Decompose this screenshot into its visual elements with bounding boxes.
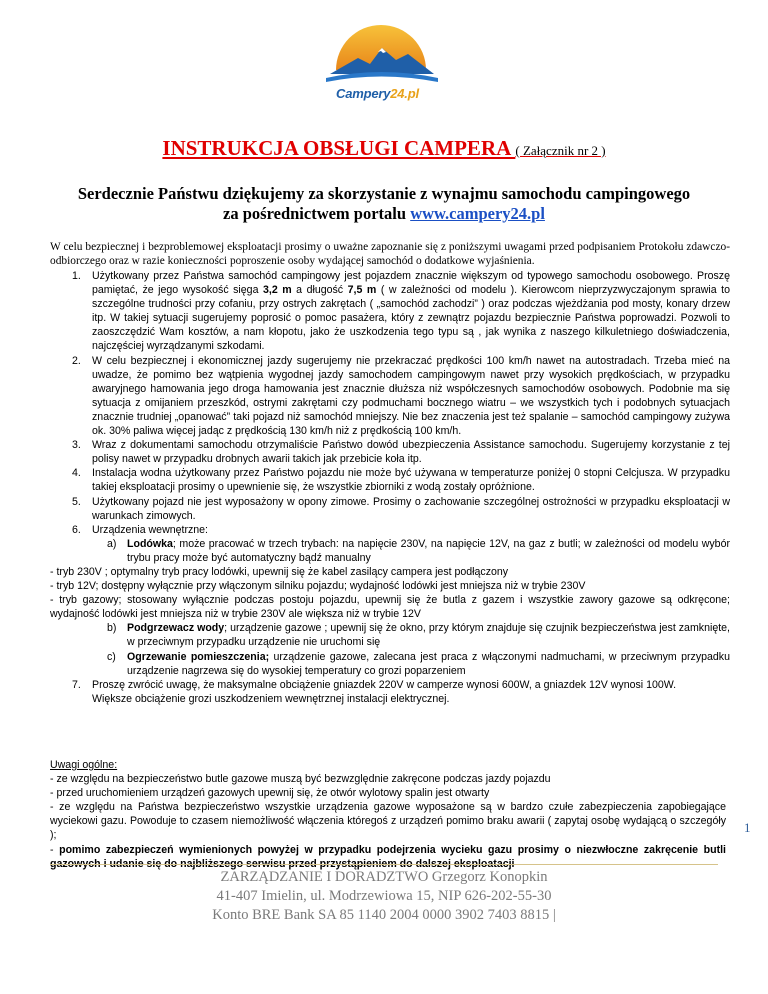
list-item [50,678,730,706]
sub-item-text: ; może pracować w trzech trybach: na napięcie 230V, na napięcie 12V, na gaz z butli; w zależności od modelu wybór trybu pracy może być automatyczny bądź manualny [127,537,730,564]
footer-bank-account: Konto BRE Bank SA 85 1140 2004 0000 3902 7403 8815 | [212,907,556,923]
item-text: Instalacja wodna użytkowany przez Państwo pojazdu nie może być używana w temperaturze poniżej 0 stopni Celcjusza. W przypadku takiej eksploatacji prosimy o upewnienie się, że wszystkie zbiorniki z wodą zostały opróżnione. [92,467,730,494]
sub-item-fridge [50,537,730,565]
item-number: 1. [72,270,81,282]
sub-letter: c) [107,650,116,663]
length-value: 7,5 m [347,284,377,297]
thanks-line-1: Serdecznie Państwu dziękujemy za skorzystanie z wynajmu samochodu campingowego [77,184,691,203]
list-item [50,495,730,523]
list-item [50,523,730,537]
item-number: 3. [72,439,81,452]
item-text: W celu bezpiecznej i ekonomicznej jazdy sugerujemy nie przekraczać prędkości 100 km/h nawet na autostradach. Trzeba mieć na uwadze, że pomimo bez wątpienia wygodnej jazdy samochodem campingowym nawet przy wysokich prędkościach, w przypadku awaryjnego hamowania jego droga hamowania jest znacznie dłuższa niż współczesnych samochodów osobowych. Podobnie ma się sytuacja z omijaniem przeszkód, ostrymi zakrętami czy podmuchami bocznego wiatru – we wszystkich tych i podobnych sytuacjach znacznie trudniej „opanować” taki pojazd niż samochód mniejszy. Nie bez znaczenia jest też spalanie – samochód campingowy zużywa ok. 30% paliwa więcej jadąc z prędkością 130 km/h niż z prędkością 100 km/h. [92,354,730,438]
thanks-line-2-text: za pośrednictwem portalu [223,204,411,223]
fridge-mode-gas: - tryb gazowy; stosowany wyłącznie podczas postoju pojazdu, upewnij się że butla z gazem i wszystkie zawory gazowe są odkręcone; wydajność lodówki jest mniejsza niż w trybie 230V ale większa niż w trybie 12V [50,594,730,621]
general-notes [50,758,726,871]
logo-brand-accent: 24.pl [390,86,419,101]
title-main: INSTRUKCJA OBSŁUGI CAMPERA [162,136,516,160]
item-text: ( w zależności od modelu ). Kierowcom nieprzyzwyczajonym sprawia to szczególne trudności przy cofaniu, przy ostrych zakrętach ( „samochód zachodzi” ) oraz podczas wjeżdżania pod mosty, konary drzew itp. W takiej sytuacji sugerujemy poprosić o pomoc pasażera, który z zewnątrz pojazdu bezpiecznie Państwa poprowadzi. Pozwoli to zaoszczędzić Wam kosztów, a nam kłopotu, jako że uszkodzenia tego typu są , jak wynika z naszego kilkuletniego doświadczenia, najczęściej wyrządzanymi szkodami. [92,284,730,353]
note-line: - ze względu na Państwa bezpieczeństwo wszystkie urządzenia gazowe wyposażone są w bardzo czułe zabezpieczenia zapobiegające wyciekowi gazu. Powoduje to czasem niemożliwość włączenia któregoś z urządzeń pomimo braku awarii ( zapytaj osobę wydającą o szczegóły ); [50,801,726,842]
item-text: a długość [291,284,348,297]
height-value: 3,2 m [262,284,292,297]
logo-wordmark [336,86,419,101]
instructions-list [50,269,730,706]
page-number: 1 [744,820,751,835]
logo-brand: Campery [336,86,391,101]
note-line: - przed uruchomieniem urządzeń gazowych upewnij się, że otwór wylotowy spalin jest otwarty [50,787,490,800]
item-text: Użytkowany przez Państwa samochód campingowy jest pojazdem znacznie większym od typowego samochodu osobowego. Proszę pamiętać, że jego wysokość sięga [92,270,730,297]
sub-item-text: ; urządzenie gazowe ; upewnij się że okno, przy którym znajduje się czujnik bezpieczeństwa jest zamknięte, w przeciwnym przypadku urządzenie nie uruchomi się [127,622,730,649]
item-number: 4. [72,467,81,480]
sub-item-heating [50,650,730,678]
list-item [50,354,730,439]
item-text: Urządzenia wewnętrzne: [92,523,208,536]
portal-link[interactable]: www.campery24.pl [410,204,545,223]
footer-company: ZARZĄDZANIE I DORADZTWO Grzegorz Konopkin [220,869,548,885]
note-line: - ze względu na bezpieczeństwo butle gazowe muszą być bezwzględnie zakręcone podczas jazdy pojazdu [50,773,551,786]
document-title [0,136,768,161]
intro-paragraph: W celu bezpiecznej i bezproblemowej eksploatacji prosimy o uważne zapoznanie się z poniższymi uwagami przed podpisaniem Protokołu zdawczo-odbiorczego oraz w razie konieczności poproszenie osoby wydającej samochód o dodatkowe wyjaśnienia. [50,241,730,267]
list-item [50,466,730,494]
list-item [50,269,730,354]
list-item [50,438,730,466]
footer [0,868,768,925]
sub-letter: a) [107,537,117,550]
note-dash: - [50,843,60,856]
sub-item-title: Podgrzewacz wody [127,622,225,635]
thanks-heading [40,184,728,224]
item-number: 5. [72,495,81,508]
thanks-line-2 [40,204,728,224]
title-attachment: ( Załącznik nr 2 ) [515,143,606,158]
item-number: 7. [72,678,81,691]
note-line-bold [50,843,726,871]
item-number: 6. [72,523,81,536]
sub-item-title: Ogrzewanie pomieszczenia; [127,650,270,663]
sub-letter: b) [107,622,117,635]
item-text: Użytkowany pojazd nie jest wyposażony w opony zimowe. Prosimy o zachowanie szczególnej ostrożności w przypadku eksploatacji w warunkach zimowych. [92,495,730,522]
item-text: Proszę zwrócić uwagę, że maksymalne obciążenie gniazdek 220V w camperze wynosi 600W, a gniazdek 12V wynosi 100W. [92,678,677,691]
notes-heading: Uwagi ogólne: [50,759,118,771]
item-text-continued: Większe obciążenie grozi uszkodzeniem wewnętrznej instalacji elektrycznej. [92,692,450,705]
fridge-mode-12v: - tryb 12V; dostępny wyłącznie przy włączonym silniku pojazdu; wydajność lodówki jest mniejsza niż w trybie 230V [50,580,586,593]
sub-item-water-heater [50,621,730,649]
note-warning: pomimo zabezpieczeń wymienionych powyżej w przypadku podejrzenia wycieku gazu prosimy o niezwłoczne zakręcenie butli gazowych i udanie się do najbliższego serwisu przed przystąpieniem do dalszej eksploatacji [50,843,726,870]
footer-address: 41-407 Imielin, ul. Modrzewiowa 15, NIP 626-202-55-30 [216,888,552,904]
item-number: 2. [72,354,81,367]
sub-item-text: urządzenie gazowe, zalecana jest praca z włączonymi nadmuchami, w przeciwnym przypadku urządzenie nagrzewa się do wysokiej temperatury co grozi poparzeniem [127,650,730,677]
footer-divider [50,864,718,865]
sub-item-title: Lodówka [127,537,173,550]
fridge-mode-230v: - tryb 230V ; optymalny tryb pracy lodówki, upewnij się że kabel zasilący campera jest podłączony [50,565,509,578]
item-text: Wraz z dokumentami samochodu otrzymaliście Państwo dowód ubezpieczenia Assistance samochodu. Sugerujemy korzystanie z tej polisy nawet w przypadku drobnych awarii takich jak przebicie koła itp. [92,439,730,466]
